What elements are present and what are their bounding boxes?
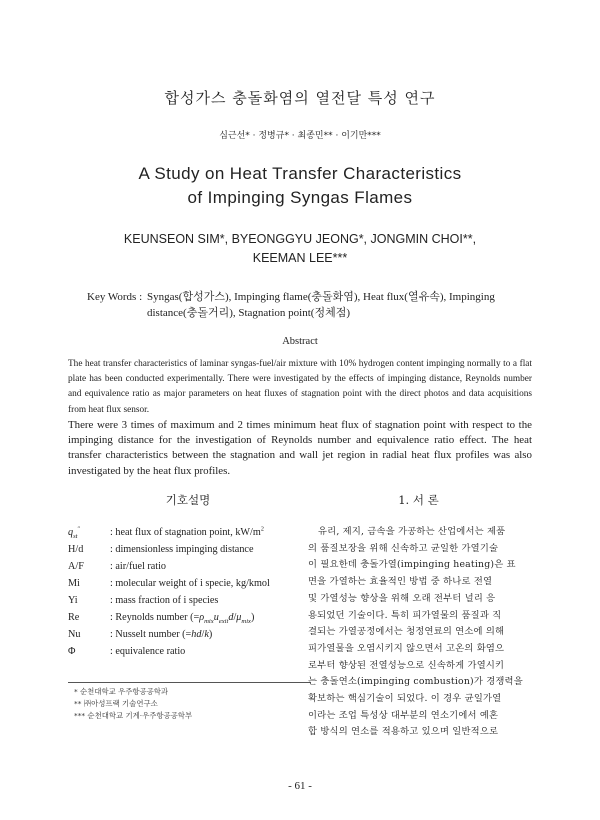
nomenclature-symbol: Φ — [68, 646, 76, 657]
intro-line: 및 가열성능 향상을 위해 오래 전부터 널리 응 — [308, 592, 496, 604]
intro-line: 이 필요한데 충돌가열(impinging heating)은 표 — [308, 559, 516, 571]
intro-line: 용되었던 기술이다. 특히 피가열물의 품질과 직 — [308, 609, 502, 621]
nomenclature-definition: : air/fuel ratio — [110, 561, 167, 572]
intro-line: 는 충돌연소(impinging combustion)가 경쟁력을 — [308, 676, 523, 688]
nomenclature-symbol: $q_{st}''$ — [68, 526, 81, 541]
english-authors — [0, 230, 600, 268]
intro-line: 합 방식의 연소를 적용하고 있으며 일반적으로 — [308, 726, 499, 738]
korean-authors: 심근선* · 정병규* · 최종민** · 이기만*** — [219, 131, 381, 141]
footnote: *** 순천대학교 기계·우주항공공학부 — [74, 711, 193, 720]
intro-line: 이라는 조업 특성상 대부분의 연소기에서 예혼 — [308, 709, 499, 721]
nomenclature-definition: : heat flux of stagnation point, $kW/m^2$ — [110, 526, 264, 538]
nomenclature-symbol: Mi — [68, 578, 80, 589]
keywords-label: Key Words : — [87, 291, 143, 303]
korean-title: 합성가스 충돌화염의 열전달 특성 연구 — [164, 89, 436, 107]
footnote: * 순천대학교 우주항공공학과 — [74, 687, 169, 696]
nomenclature-definition: : molecular weight of i specie, kg/kmol — [110, 578, 270, 589]
intro-line: 확보하는 핵심기술이 되었다. 이 경우 균일가열 — [308, 693, 502, 705]
nomenclature-symbol: Nu — [68, 629, 81, 640]
introduction-heading: 1. 서 론 — [398, 493, 439, 507]
nomenclature-definition: : mass fraction of i species — [110, 595, 219, 606]
abstract — [68, 357, 532, 479]
intro-line: 피가열물을 오염시키지 않으면서 고온의 화염으 — [308, 642, 505, 654]
nomenclature-item — [68, 629, 318, 645]
nomenclature-definition: : dimensionless impinging distance — [110, 544, 254, 555]
keywords-line: distance(충돌거리), Stagnation point(정체점) — [147, 307, 350, 319]
english-title-line: of Impinging Syngas Flames — [187, 188, 413, 207]
nomenclature-symbol: A/F — [68, 561, 84, 572]
nomenclature-item — [68, 578, 318, 594]
page-number: - 61 - — [288, 780, 312, 792]
footnotes — [74, 686, 310, 722]
intro-line: 로부터 향상된 전열성능으로 신속하게 가열시키 — [308, 659, 505, 671]
english-title — [0, 162, 600, 210]
nomenclature-item — [68, 646, 318, 662]
nomenclature-list — [68, 527, 318, 667]
abstract-paragraph: There were 3 times of maximum and 2 times minimum heat flux of stagnation point with respect to the impinging distance for the investigation of Reynolds number and equivalence ratio effect. The heat transfer characteristics between the stagnation and wall jet region in radial heat flux profiles was also investigated by the heat flux profiles. — [68, 418, 532, 477]
nomenclature-symbol: H/d — [68, 544, 84, 555]
nomenclature-symbol: Yi — [68, 595, 78, 606]
footnote: ** ㈜아성프랙 기술연구소 — [74, 699, 158, 708]
intro-line: 결되는 가열공정에서는 청정연료의 연소에 의해 — [308, 626, 505, 638]
intro-line: 유리, 제지, 금속을 가공하는 산업에서는 제품 — [318, 526, 506, 537]
keywords-line: Syngas(합성가스), Impinging flame(충돌화염), Heat flux(열유속), Impinging — [147, 291, 495, 303]
english-authors-line: KEEMAN LEE*** — [252, 251, 348, 265]
intro-line: 의 품질보장을 위해 신속하고 균일한 가열기술 — [308, 542, 499, 554]
nomenclature-item — [68, 561, 318, 577]
intro-line: 면을 가열하는 효율적인 방법 중 하나로 전열 — [308, 576, 493, 588]
abstract-heading: Abstract — [282, 336, 318, 347]
nomenclature-definition: : Reynolds number $(=\rho_{mix}u_{exit}d/\mu_{mix})$ — [110, 612, 255, 626]
nomenclature-item — [68, 544, 318, 560]
nomenclature-definition: : Nusselt number (=hd/k) — [110, 629, 213, 640]
english-authors-line: KEUNSEON SIM*, BYEONGGYU JEONG*, JONGMIN CHOI**, — [123, 232, 477, 246]
footnote-divider — [68, 682, 310, 683]
nomenclature-item — [68, 527, 318, 543]
nomenclature-heading: 기호설명 — [165, 493, 211, 507]
nomenclature-symbol: Re — [68, 612, 80, 623]
introduction-body — [308, 524, 532, 741]
abstract-paragraph: The heat transfer characteristics of laminar syngas-fuel/air mixture with 10% hydrogen content impinging normally to a flat plate has been conducted experimentally. There were investigated by the effects of impinging distance, Reynolds number and equivalence ratio as major parameters on heat fluxes of stagnation point with the direct photos and data acquisitions from heat flux sensor. — [68, 359, 532, 415]
english-title-line: A Study on Heat Transfer Characteristics — [138, 164, 462, 183]
nomenclature-definition: : equivalence ratio — [110, 646, 186, 657]
nomenclature-item — [68, 595, 318, 611]
nomenclature-item — [68, 612, 318, 628]
